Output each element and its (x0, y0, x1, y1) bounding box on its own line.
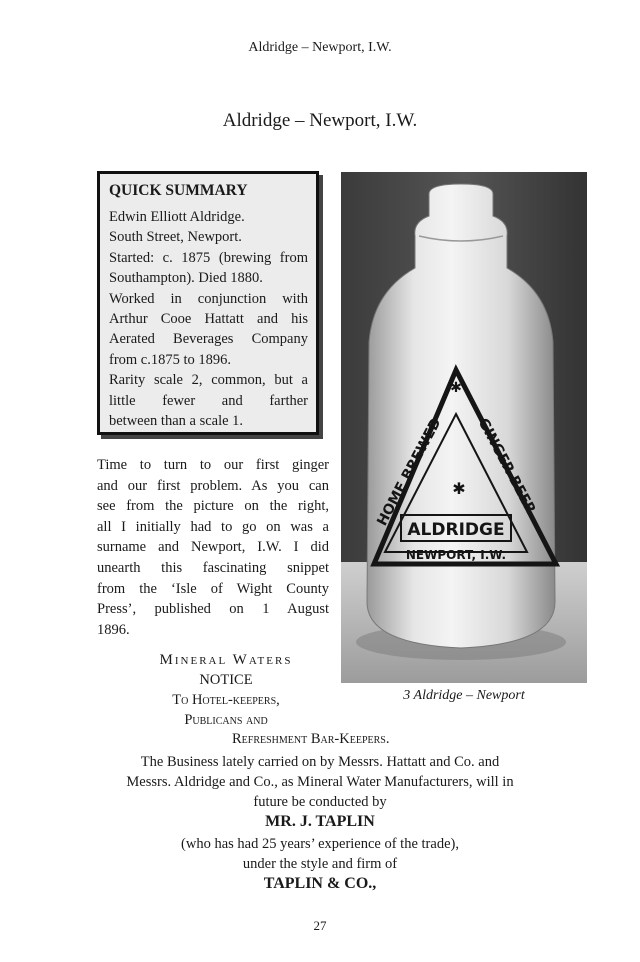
summary-line: from c.1875 to 1896. (109, 351, 232, 368)
quick-summary-box (97, 171, 319, 435)
summary-line: Edwin Elliott Aldridge. (109, 209, 245, 225)
body-line: unearth this fascinating snippet (97, 559, 329, 576)
summary-line: Started: c. 1875 (brewing from (109, 249, 308, 266)
svg-text:✱: ✱ (450, 380, 462, 396)
clipping-style-line: under the style and firm of (242, 856, 398, 872)
clipping-heading-block (108, 650, 344, 730)
summary-heading: QUICK SUMMARY (109, 182, 248, 199)
clipping-firm: TAPLIN & CO., (263, 875, 377, 892)
bottle-photo (341, 172, 587, 683)
summary-line: Southampton). Died 1880. (109, 270, 263, 287)
publicans-line: Publicans and (184, 712, 268, 728)
page-title: Aldridge – Newport, I.W. (222, 110, 418, 131)
label-aldridge: ALDRIDGE (407, 520, 505, 540)
summary-line: South Street, Newport. (109, 229, 242, 246)
label-ginger-beer: GINGER BEER (474, 415, 539, 517)
summary-line: Rarity scale 2, common, but a (109, 372, 308, 389)
mineral-waters-heading: Mineral Waters (159, 652, 293, 668)
body-line: Time to turn to our first ginger (97, 457, 329, 473)
notice-heading: NOTICE (199, 672, 253, 688)
clipping-body-line: future be conducted by (253, 794, 387, 810)
summary-line: Arthur Cooe Hattatt and his (109, 311, 308, 328)
body-line: Press’, published on 1 August (97, 601, 329, 618)
body-line: surname and Newport, I.W. I did (97, 539, 329, 556)
running-header: Aldridge – Newport, I.W. (248, 40, 392, 55)
photo-caption: 3 Aldridge – Newport (403, 688, 525, 703)
body-line: 1896. (97, 621, 130, 638)
clipping-body-line: The Business lately carried on by Messrs. Hattatt and Co. and (140, 754, 500, 770)
page-number: 27 (313, 918, 327, 933)
summary-line: Aerated Beverages Company (109, 331, 308, 348)
summary-line: between than a scale 1. (109, 413, 244, 430)
svg-text:✱: ✱ (452, 479, 466, 498)
body-paragraph (97, 455, 329, 640)
clipping-name: MR. J. TAPLIN (265, 813, 375, 830)
clipping-body-line: Messrs. Aldridge and Co., as Mineral Water Manufacturers, will in (126, 774, 514, 790)
label-home-brewed: HOME BREWED (374, 415, 445, 529)
body-line: from the ‘Isle of Wight County (97, 580, 329, 597)
summary-line: Worked in conjunction with (109, 290, 308, 307)
body-line: see from the picture on the right, (97, 498, 329, 515)
body-line: and our first problem. As you can (97, 477, 329, 494)
summary-text (109, 207, 308, 431)
clipping-experience: (who has had 25 years’ experience of the trade), (181, 836, 459, 852)
body-line: all I initially had to go on was a (97, 518, 329, 535)
summary-line: little fewer and farther (109, 392, 308, 409)
to-hotel-keepers: To Hotel-keepers, (172, 692, 280, 708)
bar-keepers-line: Refreshment Bar-Keepers. (232, 731, 390, 747)
label-newport: NEWPORT, I.W. (405, 548, 507, 562)
